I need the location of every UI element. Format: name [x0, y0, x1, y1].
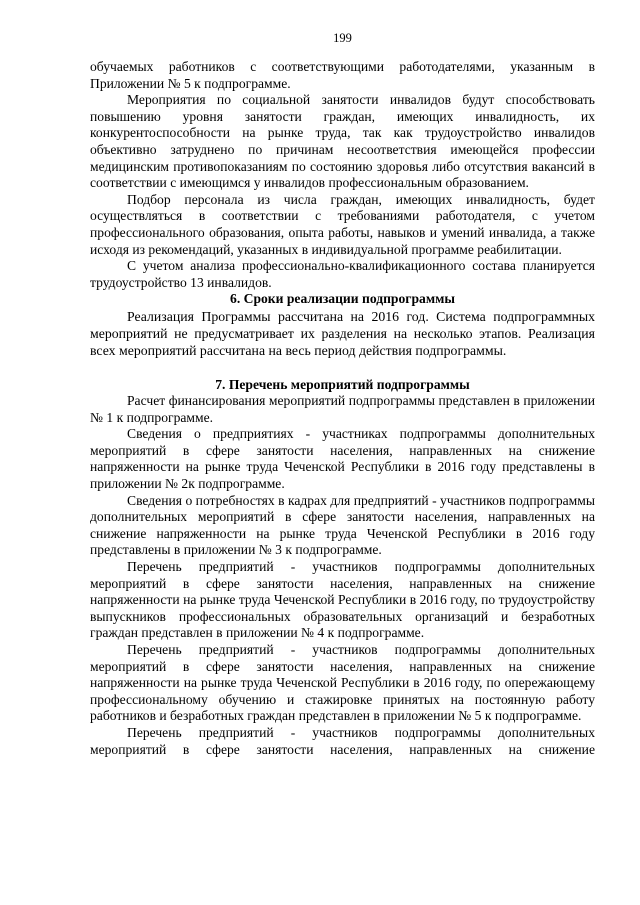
section-6-heading: 6. Сроки реализации подпрограммы [230, 291, 455, 307]
section-gap [90, 360, 595, 377]
paragraph-planned-employment: С учетом анализа профессионально-квалификационного состава планируется трудоустройство 13 инвалидов. [90, 258, 595, 290]
page-number: 199 [333, 31, 352, 45]
section-7-paragraph: Перечень предприятий - участников подпрограммы дополнительных мероприятий в сфере занятости населения, направленных на снижение [90, 724, 595, 757]
section-7-paragraph: Сведения о потребностях в кадрах для предприятий - участников подпрограммы дополнительных мероприятий в сфере занятости населения, направленных на снижение напряженности на рынке труда Чеченской Республики в 2016 году представлены в приложении № 3 к подпрограмме. [90, 492, 595, 558]
section-6-paragraph: Реализация Программы рассчитана на 2016 год. Система подпрограммных мероприятий не предусматривает их разделения на несколько этапов. Реализация всех мероприятий рассчитана на весь период действия подпрограммы. [90, 308, 595, 359]
document-page [90, 30, 595, 758]
paragraph-disabled-employment: Мероприятия по социальной занятости инвалидов будут способствовать повышению уровня занятости граждан, имеющих инвалидность, их конкурентоспособности на рынке труда, так как трудоустройство инвалидов объективно затруднено по причинам несоответствия имеющейся профессии медицинским противопоказаниям по состоянию здоровья либо отсутствия вакансий в соответствии с имеющимся у инвалидов профессиональным образованием. [90, 92, 595, 191]
paragraph-personnel-selection: Подбор персонала из числа граждан, имеющих инвалидность, будет осуществляться в соответствии с требованиями работодателя, с учетом профессионального образования, опыта работы, навыков и умений инвалида, а также исходя из рекомендаций, указанных в индивидуальной программе реабилитации. [90, 191, 595, 257]
section-7-heading: 7. Перечень мероприятий подпрограммы [215, 376, 470, 392]
section-7-paragraph: Сведения о предприятиях - участниках подпрограммы дополнительных мероприятий в сфере занятости населения, направленных на снижение напряженности на рынке труда Чеченской Республики в 2016 году представлены в приложении № 2к подпрограмме. [90, 426, 595, 492]
section-7-paragraph: Перечень предприятий - участников подпрограммы дополнительных мероприятий в сфере занятости населения, направленных на снижение напряженности на рынке труда Чеченской Республики в 2016 году, по опережающему профессиональному обучению и стажировке принятых на постоянную работу работников и безработных граждан представлен в приложении № 5 к подпрограмме. [90, 642, 595, 724]
paragraph-continuation: обучаемых работников с соответствующими работодателями, указанным в Приложении № 5 к подпрограмме. [90, 59, 595, 91]
section-7-paragraph: Расчет финансирования мероприятий подпрограммы представлен в приложении № 1 к подпрограмме. [90, 393, 595, 425]
section-7-paragraph: Перечень предприятий - участников подпрограммы дополнительных мероприятий в сфере занятости населения, направленных на снижение напряженности на рынке труда Чеченской Республики в 2016 году, по трудоустройству выпускников профессиональных образовательных организаций и безработных граждан представлен в приложении № 4 к подпрограмме. [90, 559, 595, 641]
